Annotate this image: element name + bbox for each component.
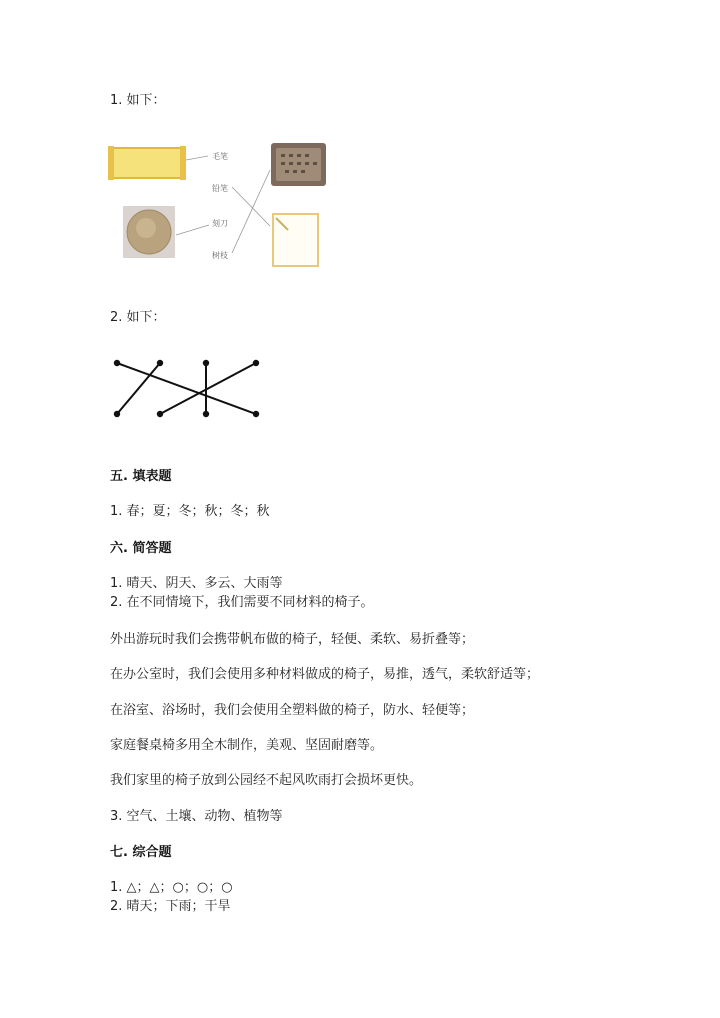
top-dot-1 [114, 360, 120, 366]
top-dot-2 [157, 360, 163, 366]
q1-label: 1. 如下： [110, 93, 166, 108]
section7-title: 七. 综合题 [110, 845, 172, 860]
section6-title: 六. 简答题 [110, 541, 172, 556]
section6-paragraph-4: 家庭餐桌椅多用全木制作，美观、坚固耐磨等。 [110, 738, 384, 753]
section6-line2: 2. 在不同情境下，我们需要不同材料的椅子。 [110, 595, 374, 610]
word-maobi: 毛笔 [212, 152, 228, 161]
word-shuzhi: 树枝 [212, 251, 228, 260]
section6-paragraph-1: 外出游玩时我们会携带帆布做的椅子，轻便、柔软、易折叠等； [110, 632, 475, 647]
section6-line1: 1. 晴天、阴天、多云、大雨等 [110, 576, 283, 591]
bottom-dot-2 [157, 411, 163, 417]
section6-paragraph-5: 我们家里的椅子放到公园经不起风吹雨打会损坏更快。 [110, 773, 423, 788]
top-dot-4 [253, 360, 259, 366]
section5-title: 五. 填表题 [110, 469, 172, 484]
top-dot-3 [203, 360, 209, 366]
bottom-dot-1 [114, 411, 120, 417]
section7-line1: 1. △；△；○；○；○ [110, 880, 233, 895]
word-qianbi: 铅笔 [212, 184, 228, 193]
section6-paragraph-2: 在办公室时，我们会使用多种材料做成的椅子，易推，透气，柔软舒适等； [110, 667, 540, 682]
bottom-dot-3 [203, 411, 209, 417]
dot-line-4 [160, 363, 256, 414]
section6-paragraph-3: 在浴室、浴场时，我们会使用全塑料做的椅子，防水、轻便等； [110, 703, 475, 718]
section7-line2: 2. 晴天；下雨；干旱 [110, 899, 231, 914]
bottom-dot-4 [253, 411, 259, 417]
section5-line1: 1. 春；夏；冬；秋；冬；秋 [110, 504, 270, 519]
word-kedao: 刻刀 [212, 219, 228, 228]
q2-label: 2. 如下： [110, 310, 166, 325]
section6-line3: 3. 空气、土壤、动物、植物等 [110, 809, 283, 824]
